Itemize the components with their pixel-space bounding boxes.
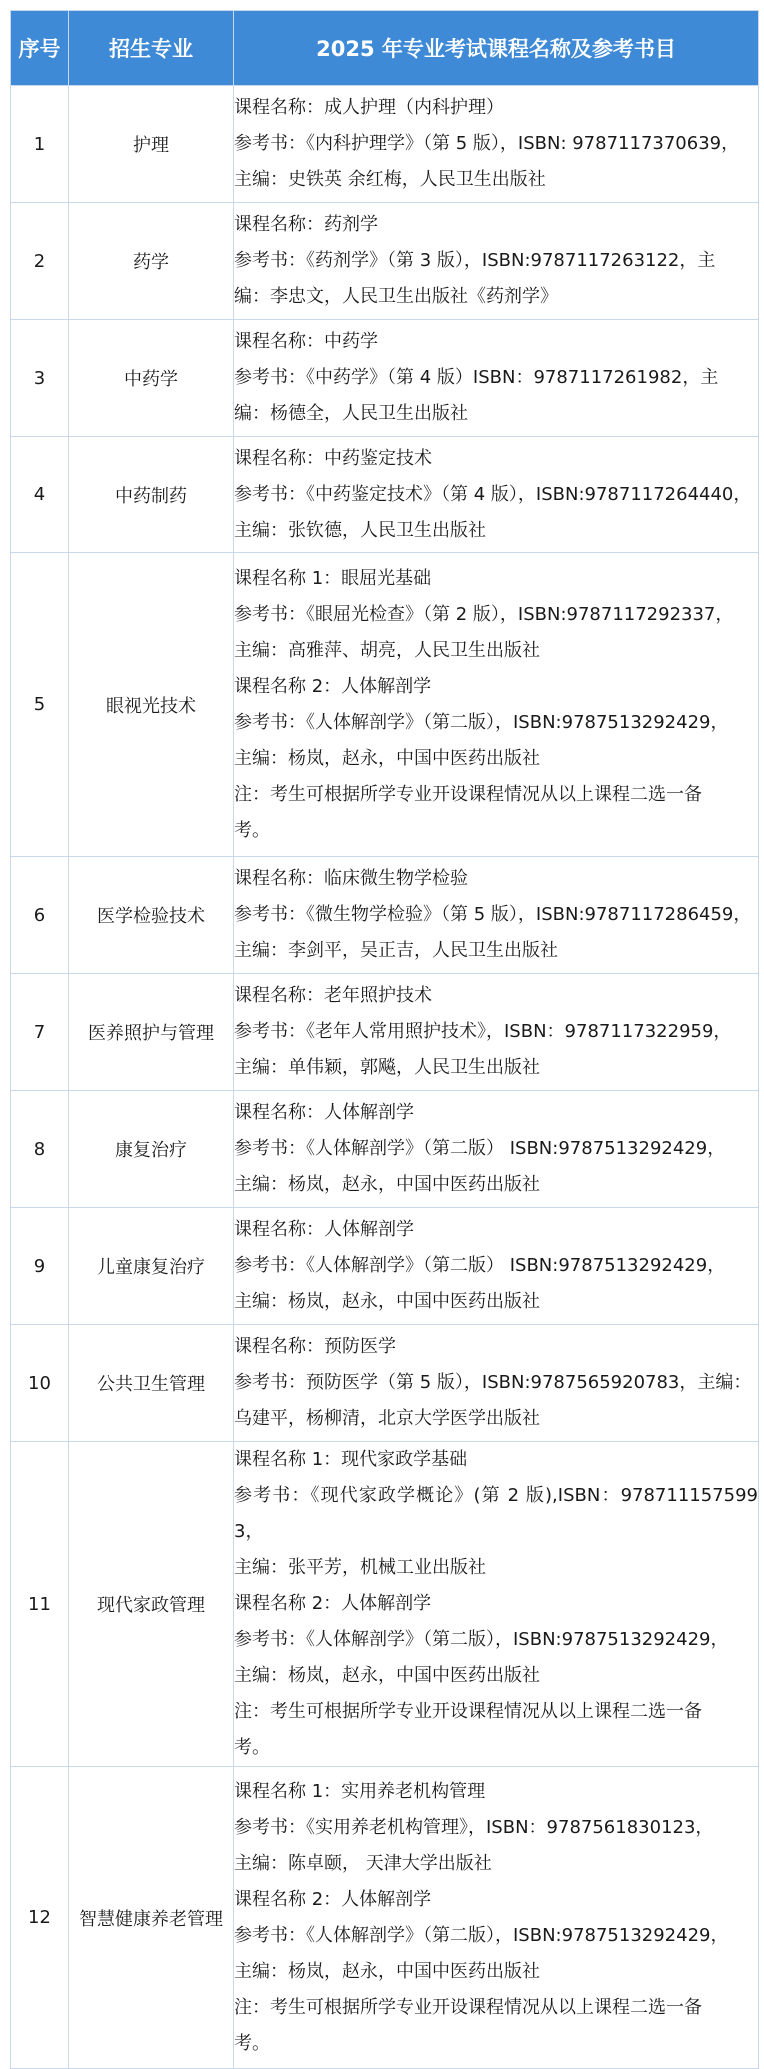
row-seq: 11 xyxy=(11,1442,69,1767)
course-detail-line: 主编：高雅萍、胡亮，人民卫生出版社 xyxy=(234,639,540,661)
course-detail-line: 参考书：《人体解剖学》（第二版），ISBN:9787513292429， xyxy=(234,1924,729,1946)
row-seq: 12 xyxy=(11,1767,69,2069)
row-major: 医学检验技术 xyxy=(69,857,234,974)
row-major: 智慧健康养老管理 xyxy=(69,1767,234,2069)
table-row xyxy=(11,1208,759,1325)
row-course-detail xyxy=(234,203,759,320)
row-seq: 1 xyxy=(11,86,69,203)
course-detail-line: 参考书：《人体解剖学》（第二版），ISBN:9787513292429， xyxy=(234,1629,729,1650)
course-detail-line: 主编：陈卓颐， 天津大学出版社 xyxy=(234,1852,492,1874)
row-major: 中药制药 xyxy=(69,437,234,553)
row-seq: 8 xyxy=(11,1091,69,1208)
row-seq: 4 xyxy=(11,437,69,553)
course-detail-line: 课程名称：成人护理（内科护理） xyxy=(234,97,504,118)
table-row xyxy=(11,857,759,974)
row-course-detail xyxy=(234,974,759,1091)
course-detail-line: 课程名称：人体解剖学 xyxy=(234,1219,414,1240)
table-row xyxy=(11,437,759,553)
header-major: 招生专业 xyxy=(69,11,234,86)
course-detail-line: 课程名称：中药学 xyxy=(234,331,378,352)
row-seq: 2 xyxy=(11,203,69,320)
row-seq: 10 xyxy=(11,1325,69,1442)
course-detail-line: 注：考生可根据所学专业开设课程情况从以上课程二选一备 xyxy=(234,1701,702,1722)
course-detail-line: 课程名称 1：实用养老机构管理 xyxy=(234,1780,486,1802)
row-major: 公共卫生管理 xyxy=(69,1325,234,1442)
row-major: 护理 xyxy=(69,86,234,203)
course-detail-line: 参考书：《老年人常用照护技术》，ISBN：9787117322959， xyxy=(234,1021,732,1042)
header-seq: 序号 xyxy=(11,11,69,86)
row-course-detail xyxy=(234,86,759,203)
row-seq: 5 xyxy=(11,553,69,857)
row-course-detail xyxy=(234,553,759,857)
row-course-detail xyxy=(234,1208,759,1325)
table-row xyxy=(11,203,759,320)
row-seq: 9 xyxy=(11,1208,69,1325)
table-row xyxy=(11,320,759,437)
table-row xyxy=(11,1325,759,1442)
header-detail: 2025 年专业考试课程名称及参考书目 xyxy=(234,11,759,86)
course-detail-line: 课程名称：药剂学 xyxy=(234,214,378,235)
course-detail-line: 注：考生可根据所学专业开设课程情况从以上课程二选一备 xyxy=(234,1996,702,2018)
row-major: 康复治疗 xyxy=(69,1091,234,1208)
course-detail-line: 主编：张钦德，人民卫生出版社 xyxy=(234,519,486,541)
course-detail-line: 主编：杨岚，赵永，中国中医药出版社 xyxy=(234,1291,540,1312)
row-course-detail xyxy=(234,437,759,553)
course-detail-line: 课程名称：老年照护技术 xyxy=(234,985,432,1006)
course-detail-line: 乌建平，杨柳清，北京大学医学出版社 xyxy=(234,1408,540,1429)
table-row xyxy=(11,1767,759,2069)
row-course-detail xyxy=(234,1767,759,2069)
row-major: 中药学 xyxy=(69,320,234,437)
course-detail-line: 课程名称 2：人体解剖学 xyxy=(234,1888,432,1910)
row-seq: 7 xyxy=(11,974,69,1091)
course-detail-line: 课程名称：人体解剖学 xyxy=(234,1102,414,1123)
course-detail-line: 主编：张平芳，机械工业出版社 xyxy=(234,1557,486,1578)
course-detail-line: 参考书：《微生物学检验》（第 5 版），ISBN:9787117286459， xyxy=(234,904,752,925)
row-major: 药学 xyxy=(69,203,234,320)
row-course-detail xyxy=(234,857,759,974)
course-detail-line: 课程名称：中药鉴定技术 xyxy=(234,447,432,469)
course-detail-line: 参考书：《药剂学》（第 3 版），ISBN:9787117263122，主 xyxy=(234,250,716,271)
course-detail-line: 考。 xyxy=(234,819,270,841)
row-course-detail xyxy=(234,1091,759,1208)
row-major: 眼视光技术 xyxy=(69,553,234,857)
table-body xyxy=(11,86,759,2069)
course-detail-line: 主编：史铁英 余红梅，人民卫生出版社 xyxy=(234,169,546,190)
course-detail-line: 编：杨德全，人民卫生出版社 xyxy=(234,403,468,424)
course-detail-line: 参考书：预防医学（第 5 版），ISBN:9787565920783，主编： xyxy=(234,1372,752,1393)
course-detail-line: 注：考生可根据所学专业开设课程情况从以上课程二选一备 xyxy=(234,783,702,805)
course-detail-line: 主编：单伟颖，郭飚，人民卫生出版社 xyxy=(234,1057,540,1078)
table-row xyxy=(11,1091,759,1208)
course-detail-line: 课程名称：临床微生物学检验 xyxy=(234,868,468,889)
row-course-detail xyxy=(234,1325,759,1442)
table-row xyxy=(11,1442,759,1767)
course-detail-line: 主编：李剑平，吴正吉，人民卫生出版社 xyxy=(234,940,558,961)
course-detail-line: 主编：杨岚，赵永，中国中医药出版社 xyxy=(234,1174,540,1195)
table-row xyxy=(11,974,759,1091)
row-course-detail xyxy=(234,1442,759,1767)
row-major: 儿童康复治疗 xyxy=(69,1208,234,1325)
course-detail-line: 课程名称 2：人体解剖学 xyxy=(234,675,432,697)
course-detail-line: 课程名称 1：现代家政学基础 xyxy=(234,1449,468,1470)
row-seq: 3 xyxy=(11,320,69,437)
course-detail-line: 课程名称：预防医学 xyxy=(234,1336,396,1357)
row-major: 现代家政管理 xyxy=(69,1442,234,1767)
table-row xyxy=(11,553,759,857)
course-detail-line: 参考书：《人体解剖学》（第二版） ISBN:9787513292429， xyxy=(234,1138,726,1159)
course-detail-line: 参考书：《人体解剖学》（第二版） ISBN:9787513292429， xyxy=(234,1255,726,1276)
course-detail-line: 考。 xyxy=(234,1737,270,1758)
row-major: 医养照护与管理 xyxy=(69,974,234,1091)
course-detail-line: 参考书：《内科护理学》（第 5 版），ISBN: 9787117370639， xyxy=(234,133,740,154)
course-detail-line: 参考书：《人体解剖学》（第二版），ISBN:9787513292429， xyxy=(234,711,729,733)
row-course-detail xyxy=(234,320,759,437)
table-header-row xyxy=(11,11,759,86)
row-seq: 6 xyxy=(11,857,69,974)
course-detail-line: 课程名称 1：眼屈光基础 xyxy=(234,567,432,589)
course-detail-line: 主编：杨岚，赵永，中国中医药出版社 xyxy=(234,747,540,769)
course-detail-line: 参考书：《实用养老机构管理》，ISBN：9787561830123， xyxy=(234,1816,714,1838)
course-detail-line: 参考书：《现代家政学概论》(第 2 版),ISBN：9787111575993， xyxy=(234,1485,758,1542)
course-table xyxy=(10,10,759,2069)
course-detail-line: 主编：杨岚，赵永，中国中医药出版社 xyxy=(234,1960,540,1982)
course-detail-line: 编：李忠文，人民卫生出版社《药剂学》 xyxy=(234,286,558,307)
course-detail-line: 课程名称 2：人体解剖学 xyxy=(234,1593,432,1614)
course-detail-line: 主编：杨岚，赵永，中国中医药出版社 xyxy=(234,1665,540,1686)
course-detail-line: 参考书：《眼屈光检查》（第 2 版），ISBN:9787117292337， xyxy=(234,603,734,625)
course-detail-line: 参考书：《中药学》（第 4 版）ISBN：9787117261982，主 xyxy=(234,367,719,388)
table-row xyxy=(11,86,759,203)
course-detail-line: 参考书：《中药鉴定技术》（第 4 版），ISBN:9787117264440， xyxy=(234,483,752,505)
course-detail-line: 考。 xyxy=(234,2032,270,2054)
